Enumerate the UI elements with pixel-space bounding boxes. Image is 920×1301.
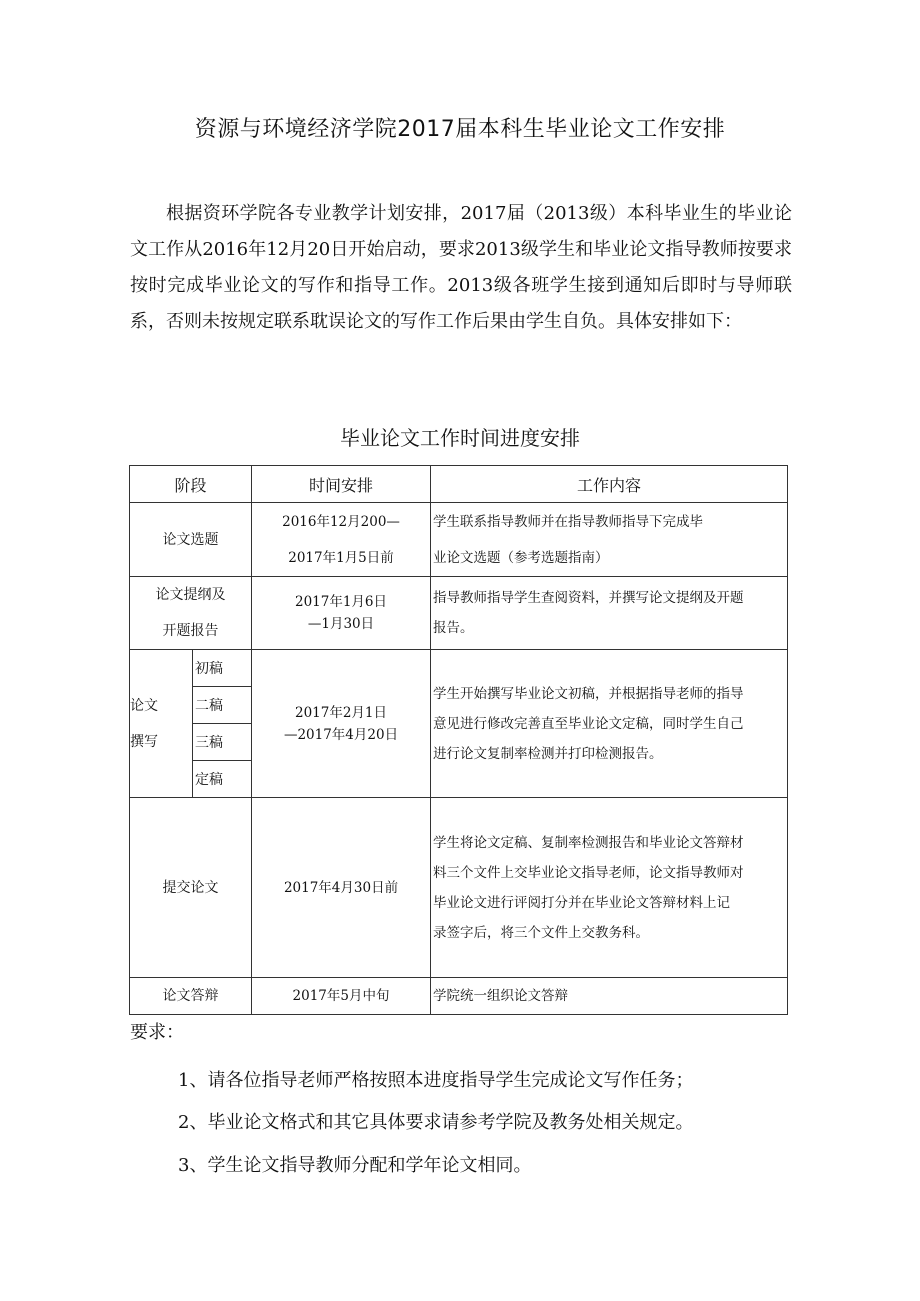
- header-stage: 阶段: [130, 466, 252, 503]
- draft-stage-cell: 初稿: [193, 650, 252, 687]
- content-cell: [431, 577, 788, 650]
- content-line: 报告。: [433, 620, 474, 636]
- time-cell: [252, 503, 431, 577]
- page-title: 资源与环境经济学院2017届本科生毕业论文工作安排: [194, 117, 726, 142]
- content-line: 录签字后，将三个文件上交教务科。: [433, 924, 650, 941]
- draft-stage-cell: 三稿: [193, 724, 252, 761]
- time-cell: 2017年5月中旬: [252, 978, 431, 1015]
- content-cell: 学院统一组织论文答辩: [431, 978, 788, 1015]
- time-cell: [252, 577, 431, 650]
- table-row: [130, 650, 788, 687]
- stage-line: 论文提纲及: [155, 587, 226, 603]
- schedule-table: [129, 465, 788, 1015]
- stage-cell: 论文答辩: [130, 978, 252, 1015]
- time-line: —1月30日: [307, 616, 375, 632]
- time-line: 2017年1月6日: [294, 594, 388, 610]
- intro-paragraph: 根据资环学院各专业教学计划安排，2017届（2013级）本科毕业生的毕业论文工作从2016年12月20日开始启动，要求2013级学生和毕业论文指导教师按要求按时完成毕业论文的写作和指导工作。2013级各班学生接到通知后即时与导师联系，否则未按规定联系耽误论文的写作工作后果由学生自负。具体安排如下：: [130, 203, 792, 332]
- table-row: [130, 798, 788, 978]
- stage-cell: 论文选题: [130, 503, 252, 577]
- content-line: 业论文选题（参考选题指南）: [433, 549, 609, 566]
- content-line: 指导教师指导学生查阅资料，并撰写论文提纲及开题: [433, 590, 744, 606]
- content-line: 意见进行修改完善直至毕业论文定稿，同时学生自己: [433, 715, 744, 732]
- table-header-row: [130, 466, 788, 503]
- stage-cell: [130, 577, 252, 650]
- time-line: 2017年1月5日前: [288, 549, 394, 566]
- stage-line: 撰写: [130, 733, 158, 750]
- table-row: [130, 978, 788, 1015]
- time-line: —2017年4月20日: [283, 726, 399, 743]
- time-line: 2016年12月200—: [282, 513, 400, 530]
- draft-stage-cell: 二稿: [193, 687, 252, 724]
- table-row: [130, 503, 788, 577]
- stage-cell: [130, 650, 193, 798]
- content-line: 学生开始撰写毕业论文初稿，并根据指导老师的指导: [433, 685, 744, 702]
- requirement-item: 3、学生论文指导教师分配和学年论文相同。: [178, 1155, 532, 1176]
- table-row: [130, 577, 788, 650]
- stage-line: 论文: [130, 697, 158, 714]
- header-time: 时间安排: [252, 466, 431, 503]
- header-content: 工作内容: [431, 466, 788, 503]
- draft-stage-cell: 定稿: [193, 761, 252, 798]
- content-line: 学生联系指导教师并在指导教师指导下完成毕: [433, 513, 704, 530]
- content-line: 学生将论文定稿、复制率检测报告和毕业论文答辩材: [433, 834, 744, 851]
- stage-line: 开题报告: [162, 623, 219, 639]
- time-line: 2017年2月1日: [294, 704, 388, 721]
- content-line: 毕业论文进行评阅打分并在毕业论文答辩材料上记: [433, 894, 731, 911]
- content-cell: [431, 798, 788, 978]
- requirement-item: 1、请各位指导老师严格按照本进度指导学生完成论文写作任务；: [178, 1070, 694, 1091]
- requirement-item: 2、毕业论文格式和其它具体要求请参考学院及教务处相关规定。: [178, 1112, 694, 1133]
- stage-cell: 提交论文: [130, 798, 252, 978]
- content-line: 进行论文复制率检测并打印检测报告。: [433, 745, 663, 762]
- time-cell: 2017年4月30日前: [252, 798, 431, 978]
- content-cell: [431, 650, 788, 798]
- content-cell: [431, 503, 788, 577]
- time-cell: [252, 650, 431, 798]
- table-caption: 毕业论文工作时间进度安排: [340, 426, 580, 450]
- content-line: 料三个文件上交毕业论文指导老师，论文指导教师对: [433, 864, 744, 881]
- requirements-title: 要求：: [130, 1022, 184, 1043]
